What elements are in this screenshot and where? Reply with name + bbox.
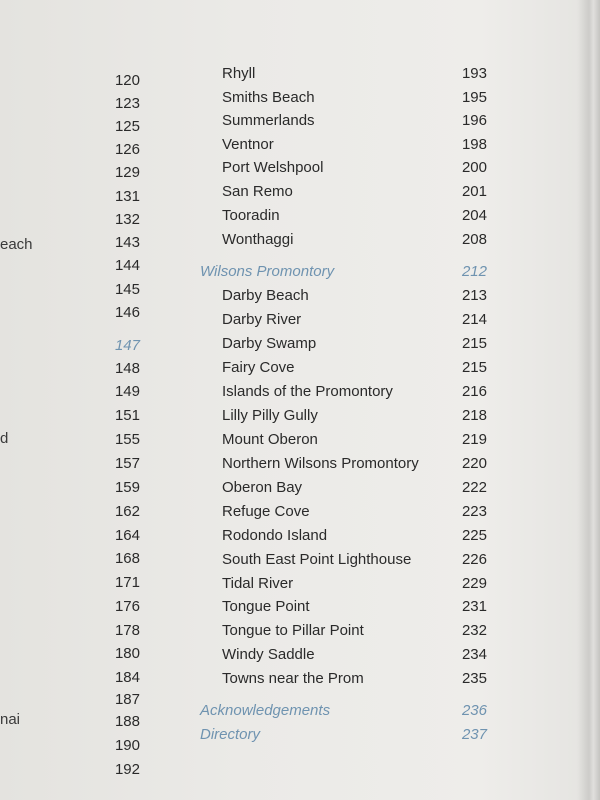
entry-title: Rhyll (222, 65, 256, 82)
entry-page-number: 215 (461, 359, 487, 376)
page-number: 162 (114, 503, 140, 520)
page-number: 146 (114, 304, 140, 321)
page-number: 126 (114, 141, 140, 158)
entry-title: Lilly Pilly Gully (222, 407, 318, 424)
entry-title: Port Welshpool (222, 159, 324, 176)
section-title: Wilsons Promontory (200, 263, 335, 280)
page-number: 148 (114, 360, 140, 377)
entry-title: Smiths Beach (222, 89, 315, 106)
entry-title: South East Point Lighthouse (222, 551, 412, 568)
entry-title: Darby River (222, 311, 302, 328)
entry-page-number: 225 (461, 527, 487, 544)
entry-title: Windy Saddle (222, 646, 315, 663)
page-number: 125 (114, 118, 140, 135)
page-number: 155 (114, 431, 140, 448)
entry-page-number: 231 (461, 598, 487, 615)
section-page-number: 236 (461, 702, 487, 719)
entry-title: Islands of the Promontory (222, 383, 393, 400)
entry-page-number: 222 (461, 479, 487, 496)
entry-page-number: 213 (461, 287, 487, 304)
entry-page-number: 200 (461, 159, 487, 176)
page-number: 164 (114, 527, 140, 544)
page-number: 145 (114, 281, 140, 298)
book-spine-shadow (578, 0, 600, 800)
fragment-text: nai (0, 711, 21, 728)
entry-title: Tongue Point (222, 598, 310, 615)
entry-page-number: 229 (461, 575, 487, 592)
entry-page-number: 198 (461, 136, 487, 153)
entry-page-number: 216 (461, 383, 487, 400)
entry-title: Mount Oberon (222, 431, 318, 448)
page-number: 131 (114, 188, 140, 205)
page-number: 188 (114, 713, 140, 730)
section-title: Directory (200, 726, 261, 743)
page-number: 190 (114, 737, 140, 754)
entry-title: Towns near the Prom (222, 670, 364, 687)
page-number: 143 (114, 234, 140, 251)
page-number: 123 (114, 95, 140, 112)
entry-page-number: 235 (461, 670, 487, 687)
entry-title: Summerlands (222, 112, 315, 129)
entry-title: Northern Wilsons Promontory (222, 455, 419, 472)
entry-title: Rodondo Island (222, 527, 328, 544)
entry-title: Darby Beach (222, 287, 309, 304)
page-number: 187 (114, 691, 140, 708)
entry-title: Ventnor (222, 136, 274, 153)
entry-page-number: 193 (461, 65, 487, 82)
page-number: 120 (114, 72, 140, 89)
entry-title: San Remo (222, 183, 293, 200)
entry-page-number: 196 (461, 112, 487, 129)
page-number: 180 (114, 645, 140, 662)
page-number: 184 (114, 669, 140, 686)
entry-page-number: 234 (461, 646, 487, 663)
page-number: 178 (114, 622, 140, 639)
entry-title: Tidal River (222, 575, 294, 592)
entry-page-number: 219 (461, 431, 487, 448)
entry-title: Fairy Cove (222, 359, 295, 376)
section-page-number: 237 (461, 726, 487, 743)
fragment-text: d (0, 430, 9, 447)
page-number: 149 (114, 383, 140, 400)
entry-page-number: 195 (461, 89, 487, 106)
entry-title: Tooradin (222, 207, 280, 224)
page-number: 159 (114, 479, 140, 496)
entry-page-number: 232 (461, 622, 487, 639)
section-title: Acknowledgements (200, 702, 331, 719)
entry-title: Darby Swamp (222, 335, 317, 352)
entry-page-number: 204 (461, 207, 487, 224)
entry-page-number: 208 (461, 231, 487, 248)
page-number: 132 (114, 211, 140, 228)
entry-title: Tongue to Pillar Point (222, 622, 364, 639)
entry-title: Wonthaggi (222, 231, 294, 248)
entry-page-number: 214 (461, 311, 487, 328)
page-number: 176 (114, 598, 140, 615)
page-number: 168 (114, 550, 140, 567)
page-number: 192 (114, 761, 140, 778)
page-number: 151 (114, 407, 140, 424)
fragment-text: each (0, 236, 33, 253)
entry-page-number: 215 (461, 335, 487, 352)
section-page-number: 147 (114, 337, 140, 354)
page-number: 144 (114, 257, 140, 274)
section-page-number: 212 (461, 263, 487, 280)
entry-page-number: 223 (461, 503, 487, 520)
entry-title: Oberon Bay (222, 479, 303, 496)
entry-page-number: 201 (461, 183, 487, 200)
entry-page-number: 226 (461, 551, 487, 568)
page-number: 171 (114, 574, 140, 591)
entry-page-number: 218 (461, 407, 487, 424)
page-number: 129 (114, 164, 140, 181)
page-number: 157 (114, 455, 140, 472)
entry-page-number: 220 (461, 455, 487, 472)
entry-title: Refuge Cove (222, 503, 310, 520)
